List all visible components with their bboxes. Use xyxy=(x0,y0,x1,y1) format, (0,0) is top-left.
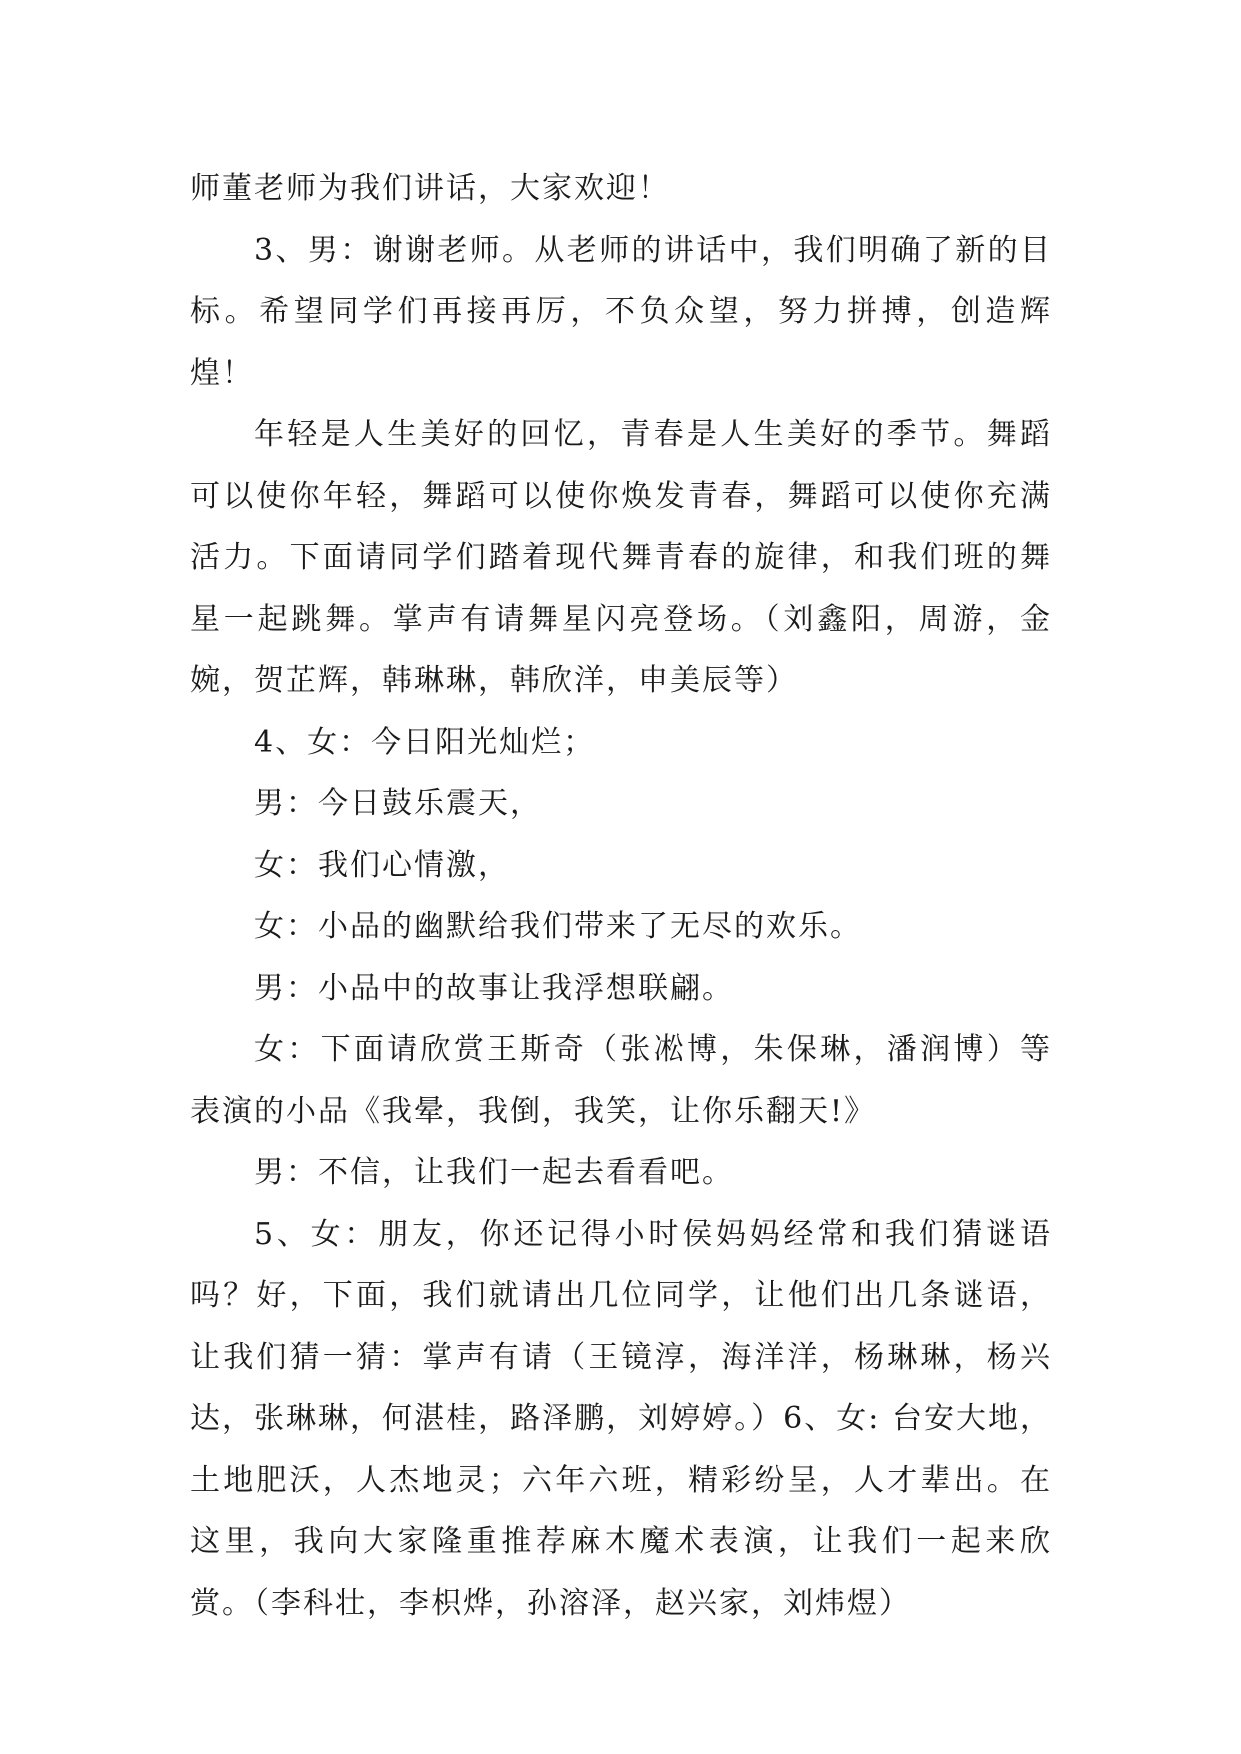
paragraph: 男：不信，让我们一起去看看吧。 xyxy=(254,1155,734,1190)
paragraph: 师董老师为我们讲话，大家欢迎！ xyxy=(190,171,670,206)
document-body xyxy=(190,158,1052,1634)
paragraph: 男：今日鼓乐震天， xyxy=(254,786,542,821)
paragraph: 女：我们心情激， xyxy=(254,847,510,883)
paragraph: 女：小品的幽默给我们带来了无尽的欢乐。 xyxy=(254,909,862,944)
paragraph: 3、男：谢谢老师。从老师的讲话中，我们明确了新的目标。希望同学们再接再厉，不负众望，努力拼搏，创造辉煌！ xyxy=(190,232,1052,391)
paragraph: 5、女：朋友，你还记得小时侯妈妈经常和我们猜谜语吗？好，下面，我们就请出几位同学，让他们出几条谜语，让我们猜一猜：掌声有请（王镜淳，海洋洋，杨琳琳，杨兴达，张琳琳，何湛桂，路泽鹏，刘婷婷。）6、女: 台安大地，土地肥沃，人杰地灵；六年六班，精彩纷呈，人才辈出。在这里，我向大家隆重推荐麻木魔术表演，让我们一起来欣赏。（李科壮，李枳烨，孙溶泽，赵兴家，刘炜煜） xyxy=(190,1216,1052,1621)
paragraph: 男：小品中的故事让我浮想联翩。 xyxy=(254,970,734,1006)
paragraph: 4、女：今日阳光灿烂； xyxy=(254,724,596,760)
paragraph: 年轻是人生美好的回忆，青春是人生美好的季节。舞蹈可以使你年轻，舞蹈可以使你焕发青春，舞蹈可以使你充满活力。下面请同学们踏着现代舞青春的旋律，和我们班的舞星一起跳舞。掌声有请舞星闪亮登场。（刘鑫阳，周游，金婉，贺芷辉，韩琳琳，韩欣洋，申美辰等） xyxy=(190,417,1052,698)
paragraph: 女：下面请欣赏王斯奇（张凇博，朱保琳，潘润博）等表演的小品《我晕，我倒，我笑，让你乐翻天!》 xyxy=(190,1032,1052,1129)
